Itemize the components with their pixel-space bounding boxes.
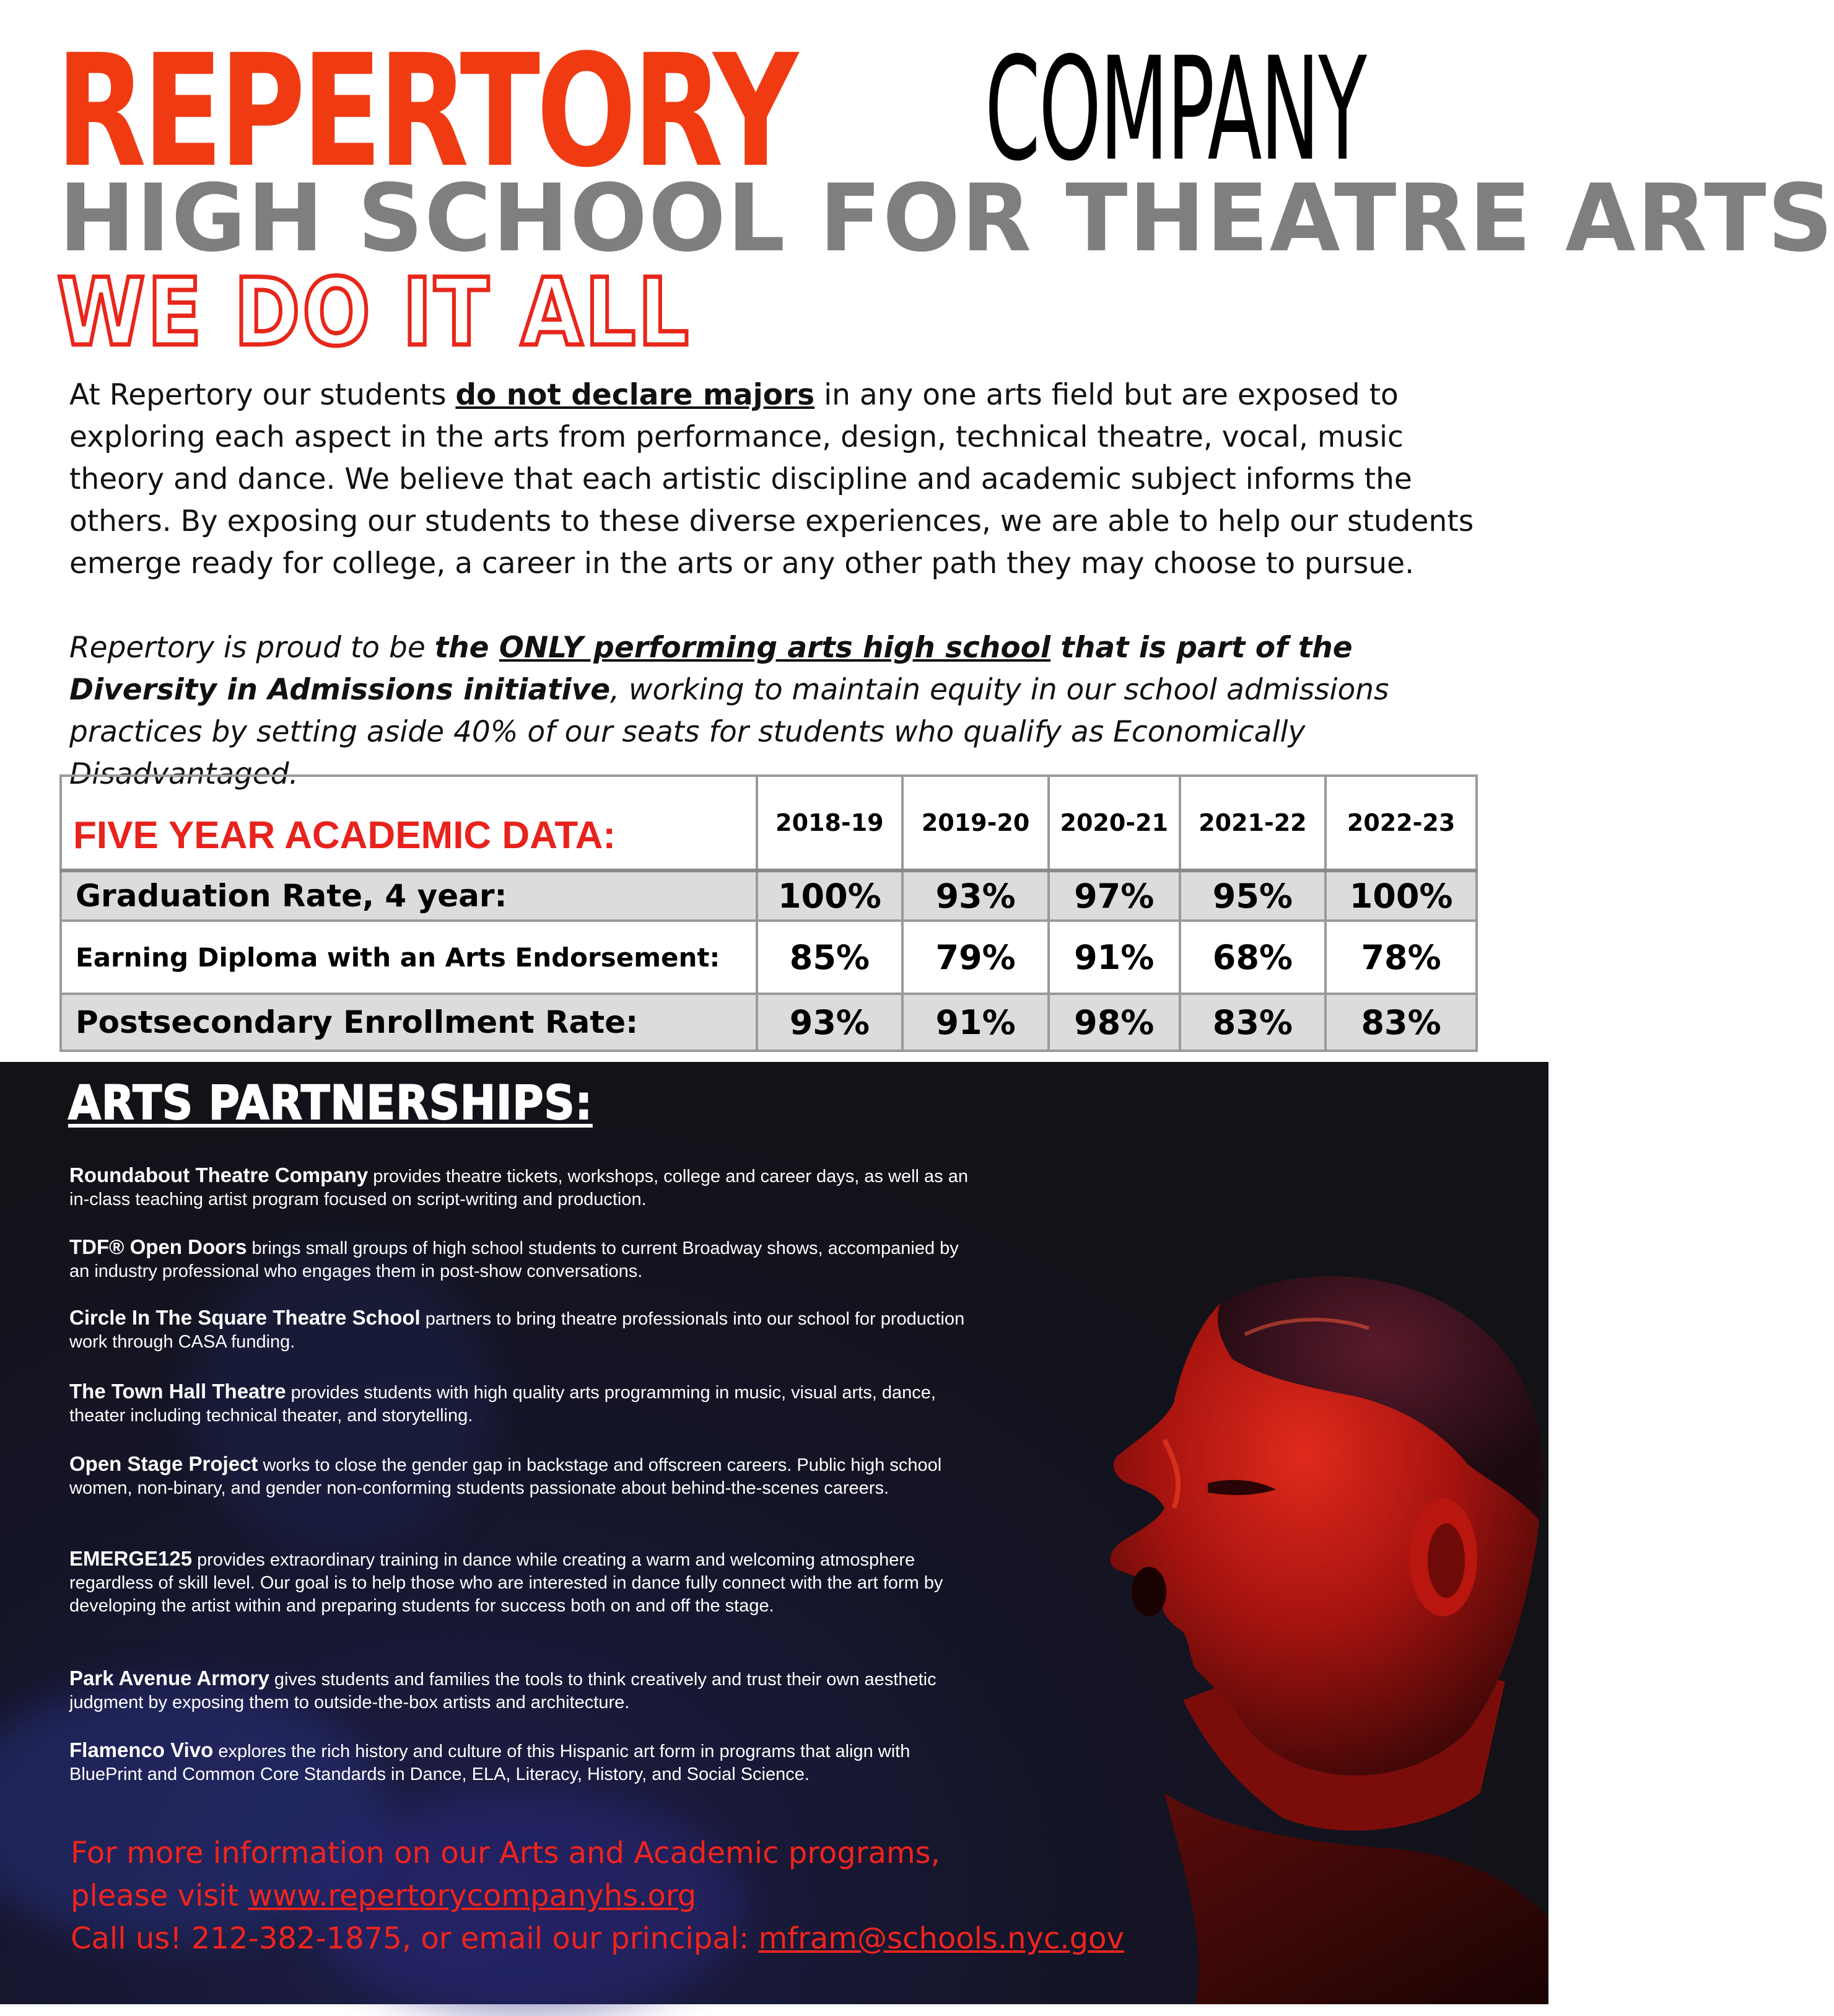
partner-description: provides theatre tickets, workshops, college and career days, as well as an in-class teaching artist program focused on script-writing and production. — [69, 1167, 968, 1209]
contact-block — [71, 1832, 1247, 1960]
year-header: 2020-21 — [1049, 776, 1180, 870]
table-cell: 91% — [1049, 921, 1180, 994]
partner-description: works to close the gender gap in backstage and offscreen careers. Public high school women, non-binary, and gender non-conforming students passionate about behind-the-scenes careers. — [69, 1455, 942, 1498]
partner-description: explores the rich history and culture of this Hispanic art form in programs that align with BluePrint and Common Core Standards in Dance, ELA, Literacy, History, and Social Science. — [69, 1742, 910, 1784]
table-cell: 97% — [1049, 870, 1180, 921]
partner-item — [69, 1380, 980, 1427]
table-row — [61, 870, 1477, 921]
contact-line — [71, 1875, 1247, 1917]
table-cell: 78% — [1325, 921, 1477, 994]
contact-line — [71, 1917, 1247, 1960]
diversity-bold: the — [434, 631, 499, 665]
website-link[interactable]: www.repertorycompanyhs.org — [248, 1878, 697, 1913]
table-cell: 79% — [902, 921, 1049, 994]
partner-item — [69, 1547, 980, 1618]
table-cell: 100% — [1325, 870, 1477, 921]
intro-emphasis: do not declare majors — [455, 378, 815, 412]
row-label: Postsecondary Enrollment Rate: — [61, 994, 757, 1051]
year-header: 2018-19 — [757, 776, 903, 870]
table-cell: 93% — [902, 870, 1049, 921]
table-cell: 95% — [1180, 870, 1326, 921]
diversity-text: , working to maintain equity in our school admissions practices by setting aside 40% of our seats for students who qualify as Economically Disadvantaged. — [69, 673, 1389, 791]
table-cell: 85% — [757, 921, 903, 994]
table-cell: 68% — [1180, 921, 1326, 994]
table-row — [61, 994, 1477, 1051]
partner-name: Roundabout Theatre Company — [69, 1164, 369, 1186]
partner-name: Open Stage Project — [69, 1452, 258, 1475]
partner-item — [69, 1306, 980, 1354]
intro-text: At Repertory our students — [69, 378, 456, 412]
contact-text: Call us! 212-382-1875, or email our principal: — [71, 1921, 759, 1956]
intro-text: in any one arts field but are exposed to exploring each aspect in the arts from performance, design, technical theatre, vocal, music theory and dance. We believe that each artistic discipline and academic subject informs the others. By exposing our students to these diverse experiences, we are able to help our students emerge ready for college, a career in the arts or any other path they may choose to pursue. — [69, 378, 1474, 581]
table-cell: 83% — [1180, 994, 1326, 1051]
partner-item — [69, 1452, 980, 1500]
diversity-underline: ONLY performing arts high school — [499, 631, 1051, 665]
partner-item — [69, 1235, 980, 1283]
table-cell: 93% — [757, 994, 903, 1051]
school-subtitle: HIGH SCHOOL FOR THEATRE ARTS — [59, 165, 1834, 273]
partner-description: provides students with high quality arts programming in music, visual arts, dance, theater including technical theater, and storytelling. — [69, 1383, 936, 1426]
partner-item — [69, 1667, 980, 1714]
table-cell: 83% — [1325, 994, 1477, 1051]
partner-description: gives students and families the tools to think creatively and trust their own aesthetic judgment by exposing them to outside-the-box artists and architecture. — [69, 1670, 937, 1712]
diversity-paragraph — [69, 627, 1488, 795]
diversity-text: Repertory is proud to be — [69, 631, 435, 665]
table-row — [61, 921, 1477, 994]
table-cell: 100% — [757, 870, 903, 921]
row-label: Earning Diploma with an Arts Endorsement: — [61, 921, 757, 994]
tagline: WE DO IT ALL — [57, 259, 691, 367]
row-label: Graduation Rate, 4 year: — [61, 870, 757, 921]
title-company: COMPANY — [985, 27, 1366, 193]
partner-item — [69, 1164, 980, 1211]
year-header: 2022-23 — [1325, 776, 1477, 870]
contact-text: please visit — [71, 1878, 248, 1913]
diversity-bold: that is part of the Diversity in Admissions initiative — [69, 631, 1353, 707]
partner-description: provides extraordinary training in dance while creating a warm and welcoming atmosphere regardless of skill level. Our goal is to help those who are interested in dance fully connect with the art form by developing the artist within and preparing students for success both on and off the stage. — [69, 1550, 943, 1616]
intro-paragraph — [69, 374, 1488, 585]
year-header: 2019-20 — [902, 776, 1049, 870]
year-header: 2021-22 — [1180, 776, 1326, 870]
table-cell: 91% — [902, 994, 1049, 1051]
partner-name: EMERGE125 — [69, 1547, 193, 1570]
partner-name: Flamenco Vivo — [69, 1738, 214, 1761]
table-cell: 98% — [1049, 994, 1180, 1051]
partner-name: Park Avenue Armory — [69, 1667, 269, 1689]
partnerships-heading-text: ARTS PARTNERSHIPS: — [68, 1075, 593, 1130]
email-link[interactable]: mfram@schools.nyc.gov — [758, 1921, 1124, 1956]
partner-description: brings small groups of high school students to current Broadway shows, accompanied by an industry professional who engages them in post-show conversations. — [69, 1238, 959, 1281]
partner-item — [69, 1738, 980, 1786]
partner-description: partners to bring theatre professionals into our school for production work through CASA funding. — [69, 1309, 965, 1352]
table-header-row — [61, 776, 1477, 870]
table-title: FIVE YEAR ACADEMIC DATA: — [61, 776, 757, 870]
partner-name: The Town Hall Theatre — [69, 1380, 286, 1403]
partnerships-heading — [68, 1075, 593, 1130]
academic-data-table — [59, 774, 1478, 1052]
partner-name: Circle In The Square Theatre School — [69, 1306, 421, 1329]
partner-name: TDF® Open Doors — [69, 1235, 247, 1258]
title-repertory: REPERTORY — [56, 21, 795, 201]
contact-line: For more information on our Arts and Academic programs, — [71, 1836, 940, 1870]
